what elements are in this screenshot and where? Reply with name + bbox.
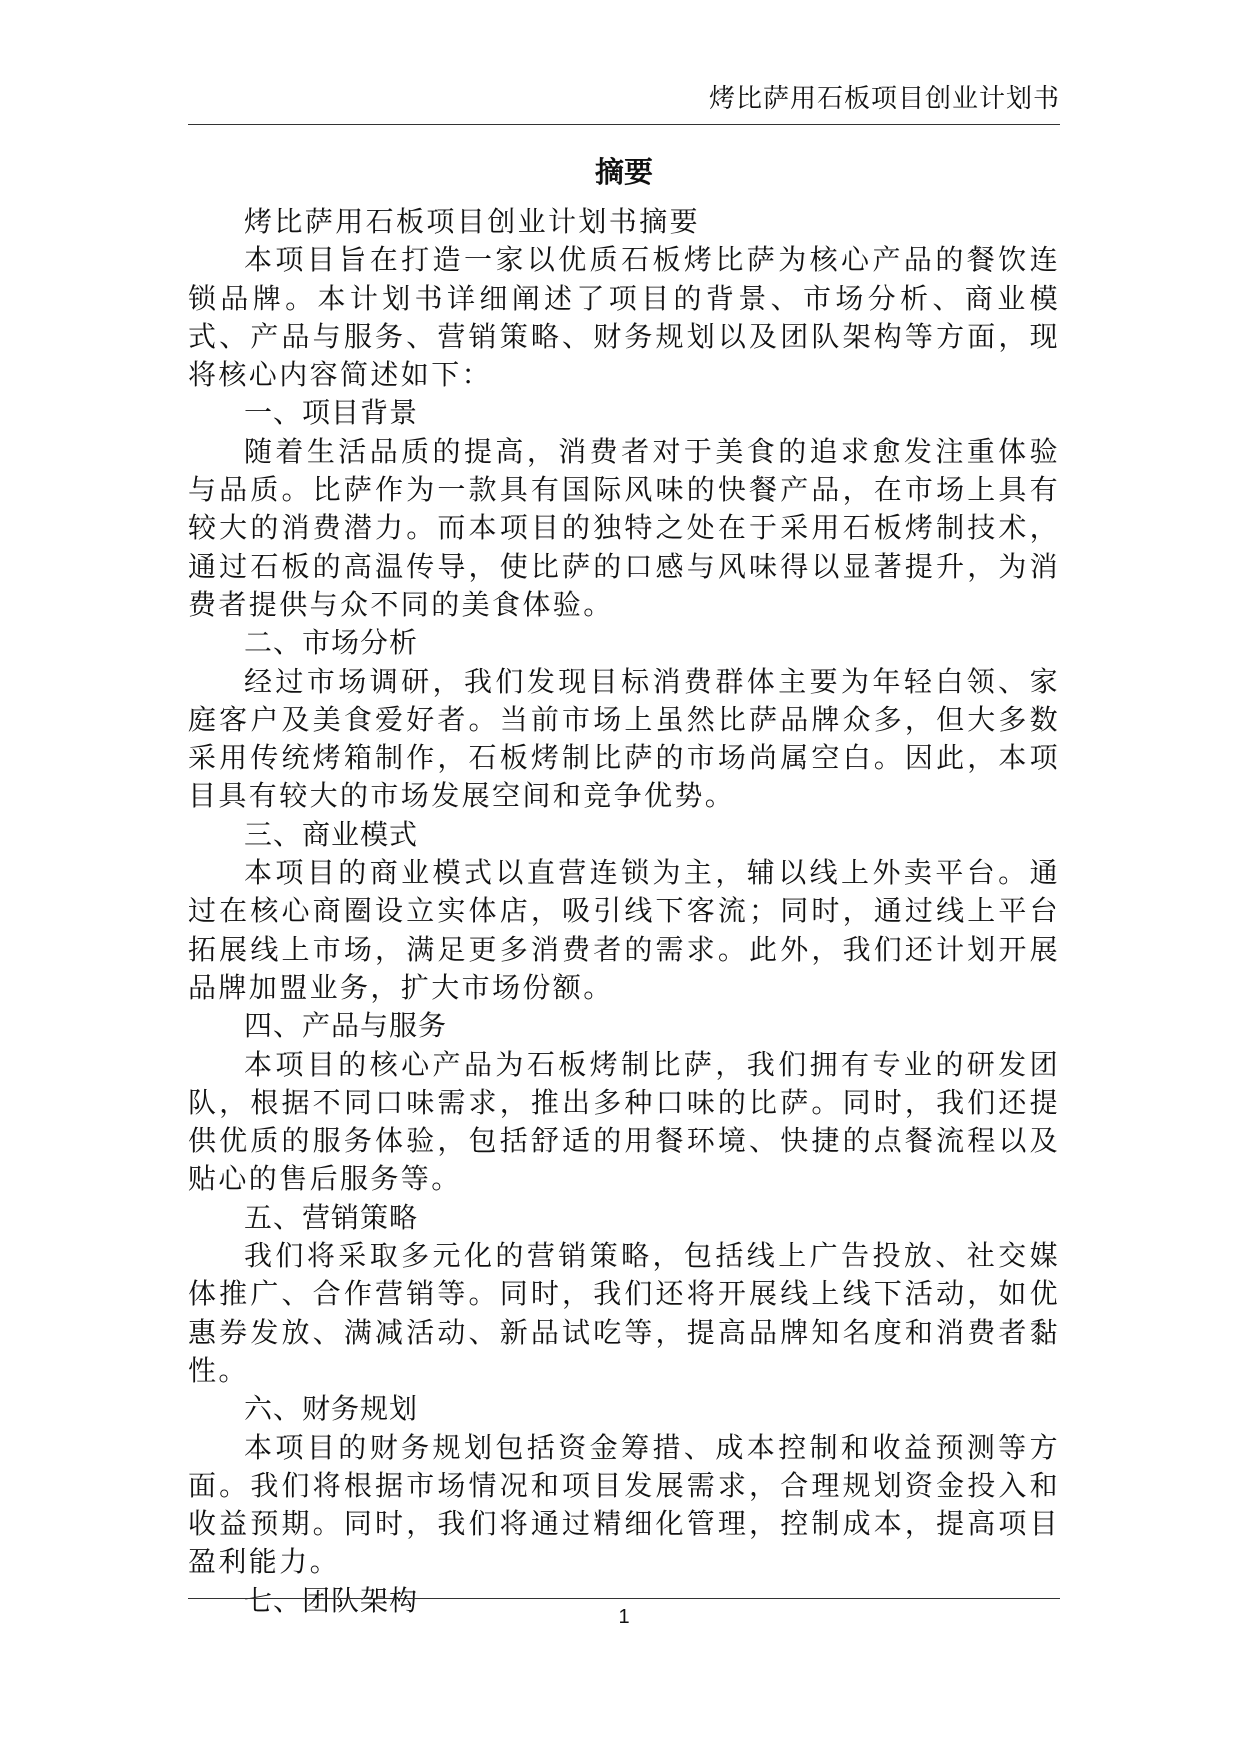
- paragraph-market-analysis: 经过市场调研，我们发现目标消费群体主要为年轻白领、家庭客户及美食爱好者。当前市场上虽然比萨品牌众多，但大多数采用传统烤箱制作，石板烤制比萨的市场尚属空白。因此，本项目具有较大的市场发展空间和竞争优势。: [188, 664, 1060, 813]
- heading-project-background: 一、项目背景: [244, 396, 419, 430]
- header-divider: [188, 124, 1060, 125]
- heading-products-services: 四、产品与服务: [244, 1009, 448, 1043]
- heading-business-model: 三、商业模式: [244, 817, 419, 851]
- heading-financial-plan: 六、财务规划: [244, 1392, 419, 1426]
- page-number: 1: [618, 1606, 630, 1628]
- paragraph-marketing-strategy: 我们将采取多元化的营销策略，包括线上广告投放、社交媒体推广、合作营销等。同时，我们还将开展线上线下活动，如优惠券发放、满减活动、新品试吃等，提高品牌知名度和消费者黏性。: [188, 1239, 1060, 1387]
- paragraph-financial-plan: 本项目的财务规划包括资金筹措、成本控制和收益预测等方面。我们将根据市场情况和项目发展需求，合理规划资金投入和收益预期。同时，我们将通过精细化管理，控制成本，提高项目盈利能力。: [188, 1430, 1060, 1579]
- summary-title-line: 烤比萨用石板项目创业计划书摘要: [244, 205, 701, 238]
- intro-paragraph: 本项目旨在打造一家以优质石板烤比萨为核心产品的餐饮连锁品牌。本计划书详细阐述了项目的背景、市场分析、商业模式、产品与服务、营销策略、财务规划以及团队架构等方面，现将核心内容简述如下：: [188, 243, 1060, 392]
- heading-team-structure: 七、团队架构: [244, 1583, 419, 1617]
- body-text: [188, 203, 1060, 1620]
- paragraph-products-services: 本项目的核心产品为石板烤制比萨，我们拥有专业的研发团队，根据不同口味需求，推出多种口味的比萨。同时，我们还提供优质的服务体验，包括舒适的用餐环境、快捷的点餐流程以及贴心的售后服务等。: [188, 1047, 1060, 1196]
- paragraph-business-model: 本项目的商业模式以直营连锁为主，辅以线上外卖平台。通过在核心商圈设立实体店，吸引线下客流；同时，通过线上平台拓展线上市场，满足更多消费者的需求。此外，我们还计划开展品牌加盟业务，扩大市场份额。: [188, 856, 1060, 1004]
- running-header: 烤比萨用石板项目创业计划书: [708, 84, 1060, 114]
- heading-marketing-strategy: 五、营销策略: [244, 1200, 419, 1234]
- heading-market-analysis: 二、市场分析: [244, 626, 419, 660]
- paragraph-project-background: 随着生活品质的提高，消费者对于美食的追求愈发注重体验与品质。比萨作为一款具有国际风味的快餐产品，在市场上具有较大的消费潜力。而本项目的独特之处在于采用石板烤制技术，通过石板的高温传导，使比萨的口感与风味得以显著提升，为消费者提供与众不同的美食体验。: [188, 434, 1060, 621]
- footer-divider: [188, 1598, 1060, 1599]
- section-title: 摘要: [594, 155, 653, 189]
